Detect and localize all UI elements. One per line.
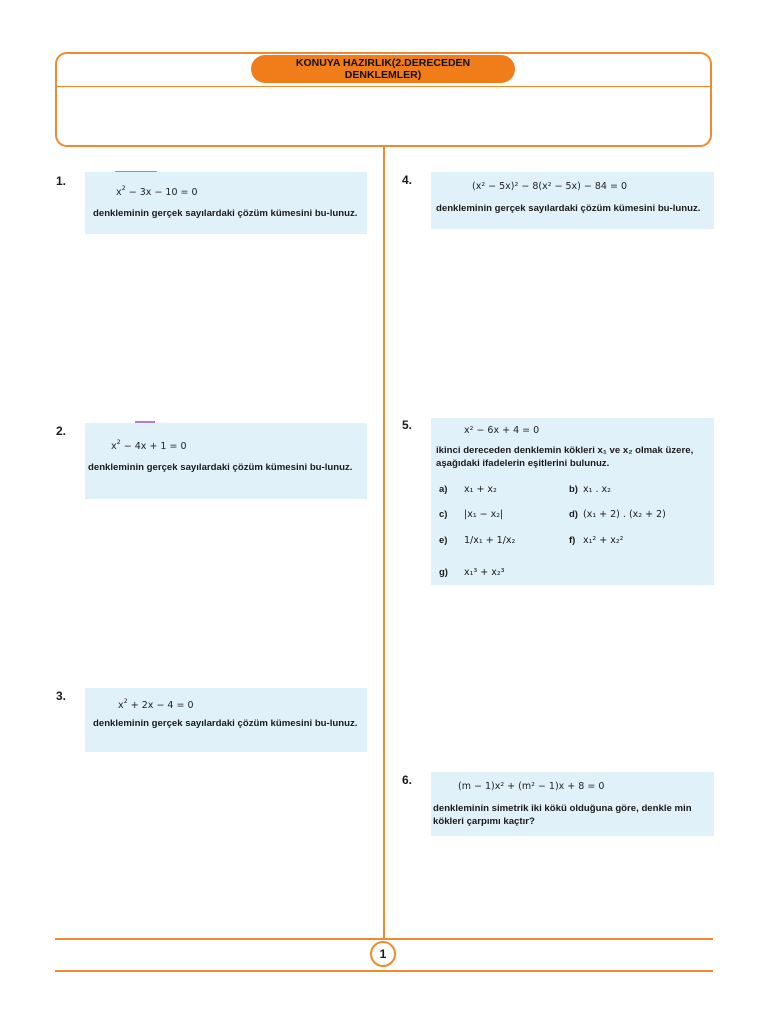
option-f-expression: x₁² + x₂² xyxy=(583,535,624,546)
question-3-text: denkleminin gerçek sayılardaki çözüm kümesini bu-lunuz. xyxy=(93,718,358,729)
question-4-text: denkleminin gerçek sayılardaki çözüm kümesini bu-lunuz. xyxy=(436,203,701,214)
footer-line-top xyxy=(55,938,713,940)
question-number-4: 4. xyxy=(402,173,413,187)
option-a-expression: x₁ + x₂ xyxy=(464,484,497,495)
question-number-5: 5. xyxy=(402,418,413,432)
option-d-expression: (x₁ + 2) . (x₂ + 2) xyxy=(583,509,666,520)
option-b-expression: x₁ . x₂ xyxy=(583,484,611,495)
column-divider xyxy=(383,147,385,940)
footer-line-bottom xyxy=(55,970,713,972)
question-2-equation: $x^2 - 4x + 1 = 0$ xyxy=(111,438,187,453)
question-5-text: ikinci dereceden denklemin kökleri x₁ ve x₂ olmak üzere, aşağıdaki ifadelerin eşitlerini bulunuz. xyxy=(436,445,694,469)
question-1-box xyxy=(85,172,367,234)
question-number-3: 3. xyxy=(56,689,67,703)
question-1-text: denkleminin gerçek sayılardaki çözüm kümesini bu-lunuz. xyxy=(93,208,358,219)
question-1-equation: $x^2 - 3x - 10 = 0$ xyxy=(116,184,198,199)
option-g-expression: x₁³ + x₂³ xyxy=(464,567,505,578)
question-4-equation: (x² − 5x)² − 8(x² − 5x) − 84 = 0 xyxy=(472,181,628,192)
option-c-expression: |x₁ − x₂| xyxy=(464,509,504,520)
page-title: KONUYA HAZIRLIK(2.DERECEDEN DENKLEMLER) xyxy=(251,55,515,83)
option-d-label: d) xyxy=(569,509,578,520)
option-e-label: e) xyxy=(439,535,448,546)
option-a-label: a) xyxy=(439,484,448,495)
question-6-text: denkleminin simetrik iki kökü olduğuna göre, denkle min kökleri çarpımı kaçtır? xyxy=(433,803,692,827)
question-2-text: denkleminin gerçek sayılardaki çözüm kümesini bu-lunuz. xyxy=(88,462,353,473)
question-3-box xyxy=(85,688,367,752)
option-c-label: c) xyxy=(439,509,448,520)
question-number-6: 6. xyxy=(402,773,413,787)
question-5-equation: x² − 6x + 4 = 0 xyxy=(464,425,540,436)
question-6-equation: (m − 1)x² + (m² − 1)x + 8 = 0 xyxy=(458,781,605,792)
question-6-box xyxy=(431,772,714,836)
option-b-label: b) xyxy=(569,484,578,495)
question-number-1: 1. xyxy=(56,174,67,188)
header-divider xyxy=(57,86,710,87)
option-f-label: f) xyxy=(569,535,576,546)
question-5-box xyxy=(431,418,714,585)
question-number-2: 2. xyxy=(56,424,67,438)
option-e-expression: 1/x₁ + 1/x₂ xyxy=(464,535,516,546)
question-4-box xyxy=(431,172,714,229)
question-3-equation: $x^2 + 2x - 4 = 0$ xyxy=(118,697,194,712)
option-g-label: g) xyxy=(439,567,448,578)
page-number: 1 xyxy=(370,941,396,967)
question-2-box xyxy=(85,423,367,499)
